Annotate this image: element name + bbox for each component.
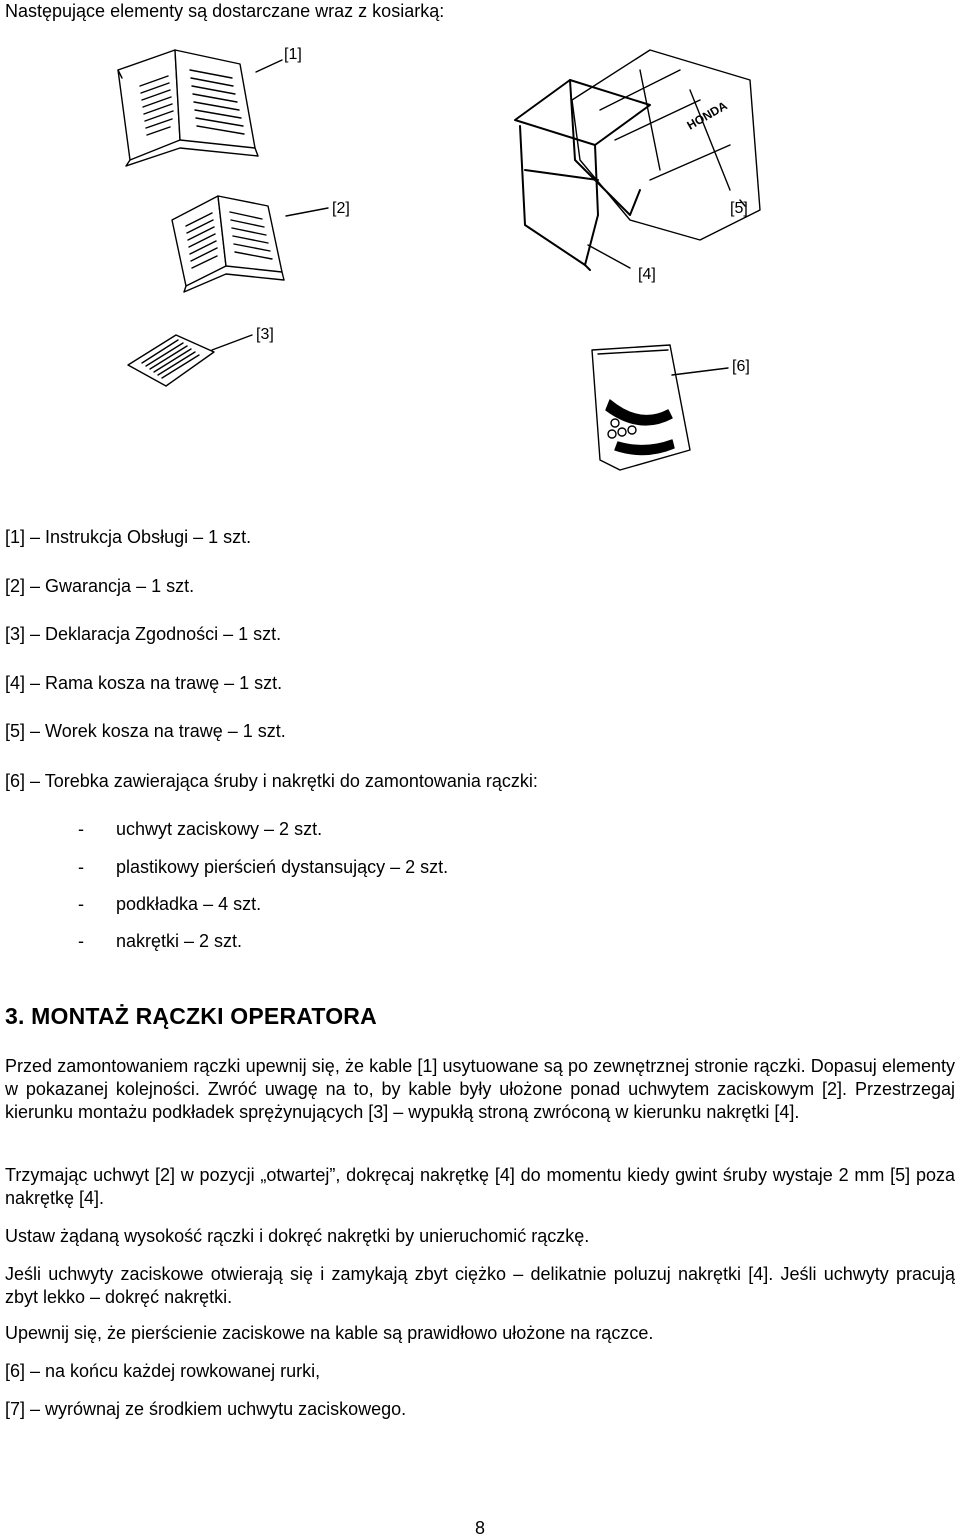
- figure-label-6: [6]: [732, 358, 750, 375]
- leader-line-4: [588, 245, 630, 268]
- sub-list-item: [78, 930, 242, 952]
- paragraph: [6] – na końcu każdej rowkowanej rurki,: [5, 1361, 321, 1381]
- declaration-sheet-icon: [128, 335, 214, 386]
- sub-list-text: uchwyt zaciskowy – 2 szt.: [116, 819, 323, 839]
- leader-line-3: [212, 335, 252, 350]
- figure-label-3: [3]: [256, 326, 274, 343]
- sub-list-marker: -: [78, 894, 84, 914]
- leader-line-1: [256, 60, 282, 72]
- list-item: [4] – Rama kosza na trawę – 1 szt.: [5, 673, 283, 693]
- figure-label-4: [4]: [638, 266, 656, 283]
- page-number: 8: [474, 1518, 485, 1538]
- hardware-bag-icon: [592, 345, 690, 470]
- figure-label-5: [5]: [730, 200, 748, 217]
- list-item: [5] – Worek kosza na trawę – 1 szt.: [5, 721, 286, 741]
- figure-label-2: [2]: [332, 200, 350, 217]
- sub-list-item: [78, 856, 448, 878]
- sub-list-item: [78, 893, 261, 915]
- paragraph: Upewnij się, że pierścienie zaciskowe na kable są prawidłowo ułożone na rączce.: [5, 1323, 654, 1343]
- brand-logo: HONDA: [684, 98, 730, 133]
- parts-illustration: [0, 30, 960, 490]
- figure-label-1: [1]: [284, 46, 302, 63]
- sub-list-marker: -: [78, 819, 84, 839]
- sub-list-marker: -: [78, 857, 84, 877]
- parts-figure: [0, 30, 960, 490]
- leader-line-2: [286, 208, 328, 216]
- list-item: [3] – Deklaracja Zgodności – 1 szt.: [5, 624, 282, 644]
- paragraph: Ustaw żądaną wysokość rączki i dokręć nakrętki by unieruchomić rączkę.: [5, 1226, 590, 1246]
- leader-line-6: [672, 368, 728, 375]
- sub-list-text: plastikowy pierścień dystansujący – 2 szt.: [116, 857, 449, 877]
- sub-list-text: podkładka – 4 szt.: [116, 894, 262, 914]
- list-item: [1] – Instrukcja Obsługi – 1 szt.: [5, 527, 252, 547]
- paragraph: Przed zamontowaniem rączki upewnij się, że kable [1] usytuowane są po zewnętrznej stronie rączki. Dopasuj elementy w pokazanej kolejności. Zwróć uwagę na to, by kable były ułożone ponad uchwytem zaciskowym [2]. Przestrzegaj kierunku montażu podkładek sprężynujących [3] – wypukłą stroną zwróconą w kierunku nakrętki [4].: [5, 1056, 955, 1122]
- list-item: [2] – Gwarancja – 1 szt.: [5, 576, 195, 596]
- paragraph: Jeśli uchwyty zaciskowe otwierają się i zamykają zbyt ciężko – delikatnie poluzuj nakrętki [4]. Jeśli uchwyty pracują zbyt lekko – dokręć nakrętki.: [5, 1264, 955, 1307]
- sub-list-item: [78, 818, 322, 840]
- paragraph: [7] – wyrównaj ze środkiem uchwytu zaciskowego.: [5, 1399, 407, 1419]
- list-item: [6] – Torebka zawierająca śruby i nakrętki do zamontowania rączki:: [5, 771, 538, 791]
- manual-book-icon: [118, 50, 258, 166]
- section-heading: 3. MONTAŻ RĄCZKI OPERATORA: [5, 1003, 377, 1029]
- sub-list-text: nakrętki – 2 szt.: [116, 931, 243, 951]
- intro-text: Następujące elementy są dostarczane wraz z kosiarką:: [5, 1, 445, 21]
- warranty-booklet-icon: [172, 196, 284, 292]
- sub-list-marker: -: [78, 931, 84, 951]
- paragraph: Trzymając uchwyt [2] w pozycji „otwartej”, dokręcaj nakrętkę [4] do momentu kiedy gwint śruby wystaje 2 mm [5] poza nakrętkę [4].: [5, 1165, 955, 1208]
